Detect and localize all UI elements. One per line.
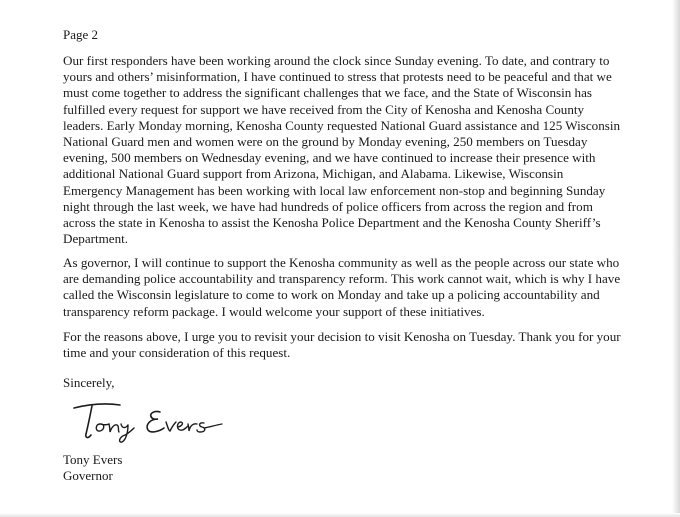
paragraph-first-responders: Our first responders have been working around the clock since Sunday evening. To date, and contrary to yours and others’ misinformation, I have continued to stress that protests need to be peaceful and that we must come together to address the significant challenges that we face, and the State of Wisconsin has fulfilled every request for support we have received from the City of Kenosha and Kenosha County leaders. Early Monday morning, Kenosha County requested National Guard assistance and 125 Wisconsin National Guard men and women were on the ground by Monday evening, 250 members on Tuesday evening, 500 members on Wednesday evening, and we have continued to increase their presence with additional National Guard support from Arizona, Michigan, and Alabama. Likewise, Wisconsin Emergency Management has been working with local law enforcement non-stop and beginning Sunday night through the last week, we have had hundreds of police officers from across the region and from across the state in Kenosha to assist the Kenosha Police Department and the Kenosha County Sheriff’s Department.	[63, 53, 621, 247]
signer-name: Tony Evers	[63, 452, 123, 467]
handwritten-signature	[68, 398, 238, 446]
page-edge-shadow	[672, 0, 680, 517]
page-number-label: Page 2	[63, 27, 99, 42]
paragraph-police-accountability: As governor, I will continue to support the Kenosha community as well as the people across our state who are demanding police accountability and transparency reform. This work cannot wait, which is why I have called the Wisconsin legislature to come to work on Monday and take up a policing accountability and transparency reform package. I would welcome your support of these initiatives.	[63, 255, 621, 319]
signer-title: Governor	[63, 468, 113, 483]
page-bottom-shadow	[0, 513, 680, 517]
closing-salutation: Sincerely,	[63, 375, 115, 390]
paragraph-request: For the reasons above, I urge you to revisit your decision to visit Kenosha on Tuesday. Thank you for your time and your consideration of this request.	[63, 329, 621, 361]
